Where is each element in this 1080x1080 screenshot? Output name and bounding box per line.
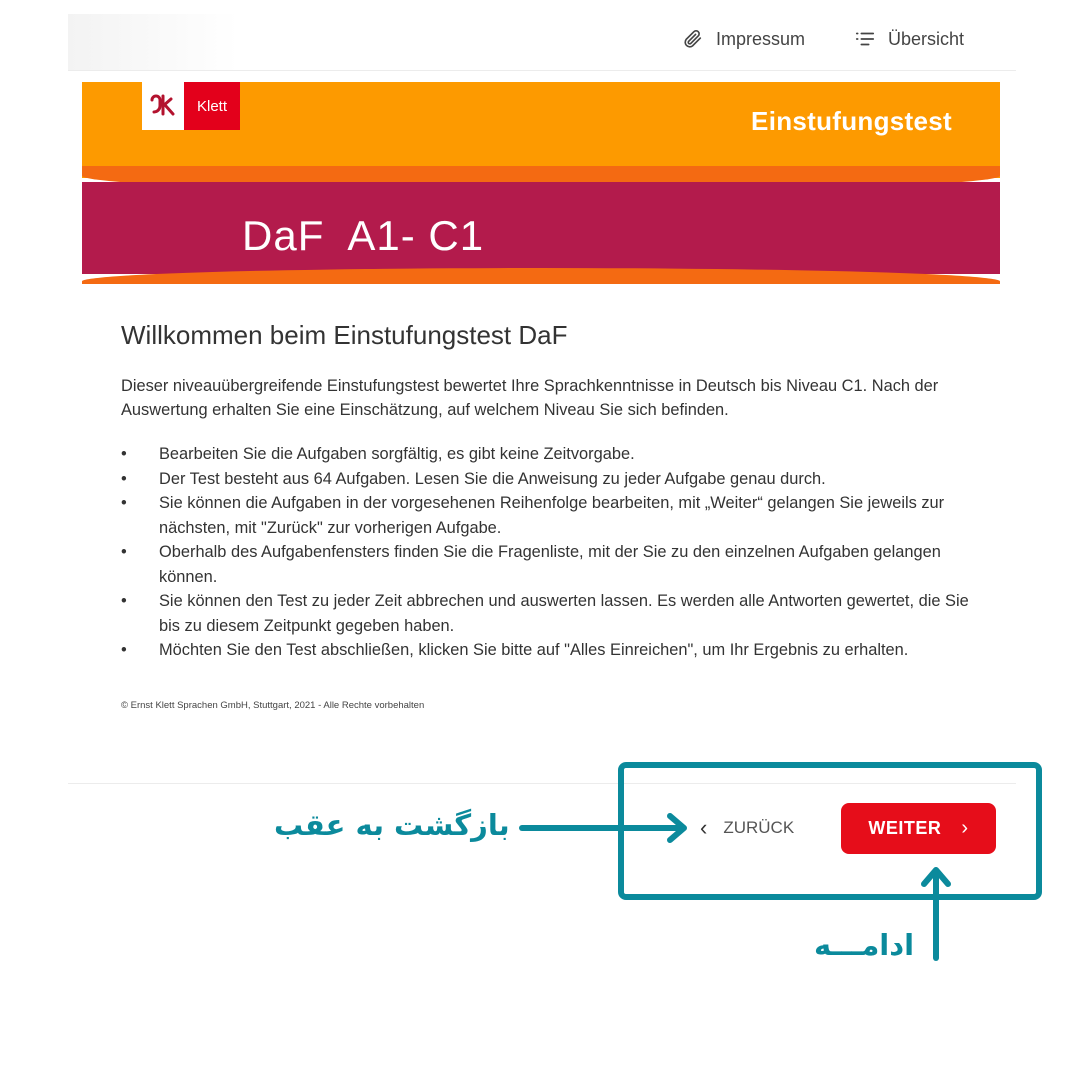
list-item: • Sie können die Aufgaben in der vorgesehenen Reihenfolge bearbeiten, mit „Weiter“ gelangen Sie jeweils zur nächsten, mit "Zurück" zur vorherigen Aufgabe. bbox=[121, 491, 971, 540]
chevron-left-icon: ‹ bbox=[700, 815, 708, 840]
list-item: • Bearbeiten Sie die Aufgaben sorgfältig, es gibt keine Zeitvorgabe. bbox=[121, 442, 971, 467]
intro-text: Dieser niveauübergreifende Einstufungstest bewertet Ihre Sprachkenntnisse in Deutsch bis Niveau C1. Nach der Auswertung erhalten Sie eine Einschätzung, auf welchem Niveau Sie sich befinden. bbox=[121, 377, 939, 419]
list-item: • Sie können den Test zu jeder Zeit abbrechen und auswerten lassen. Es werden alle Antworten gewertet, die Sie bis zu diesem Zeitpunkt gegeben haben. bbox=[121, 589, 971, 638]
list-item: • Möchten Sie den Test abschließen, klicken Sie bitte auf "Alles Einreichen", um Ihr Ergebnis zu erhalten. bbox=[121, 638, 971, 663]
logo-text: Klett bbox=[184, 82, 240, 130]
copyright-text: © Ernst Klett Sprachen GmbH, Stuttgart, 2021 - Alle Rechte vorbehalten bbox=[121, 700, 425, 711]
banner-subtitle: DaF A1- C1 bbox=[242, 212, 485, 259]
impressum-label: Impressum bbox=[716, 28, 806, 49]
list-item: • Der Test besteht aus 64 Aufgaben. Lesen Sie die Anweisung zu jeder Aufgabe genau durch. bbox=[121, 467, 971, 492]
highlight-box bbox=[618, 762, 1042, 900]
top-nav-bar bbox=[68, 14, 1016, 71]
chevron-right-icon: › bbox=[961, 817, 969, 839]
instruction-list bbox=[121, 442, 971, 663]
paperclip-icon bbox=[682, 28, 704, 50]
klett-logo bbox=[142, 82, 240, 130]
klett-mark-icon bbox=[142, 82, 184, 130]
uebersicht-label: Übersicht bbox=[888, 28, 965, 49]
list-item: • Oberhalb des Aufgabenfensters finden Sie die Fragenliste, mit der Sie zu den einzelnen Aufgaben gelangen können. bbox=[121, 540, 971, 589]
page-title: Willkommen beim Einstufungstest DaF bbox=[121, 320, 568, 350]
annotation-back: بازگشت به عقب bbox=[274, 808, 510, 842]
list-icon bbox=[854, 28, 876, 50]
back-button-label: ZURÜCK bbox=[723, 818, 795, 837]
next-button-label: WEITER bbox=[868, 818, 942, 838]
banner-title: Einstufungstest bbox=[751, 106, 952, 136]
uebersicht-link[interactable] bbox=[854, 28, 964, 50]
header-banner bbox=[82, 82, 1000, 284]
banner-crimson-band bbox=[82, 182, 1000, 274]
annotation-next: ادامـــه bbox=[814, 928, 915, 962]
impressum-link[interactable] bbox=[682, 28, 805, 50]
